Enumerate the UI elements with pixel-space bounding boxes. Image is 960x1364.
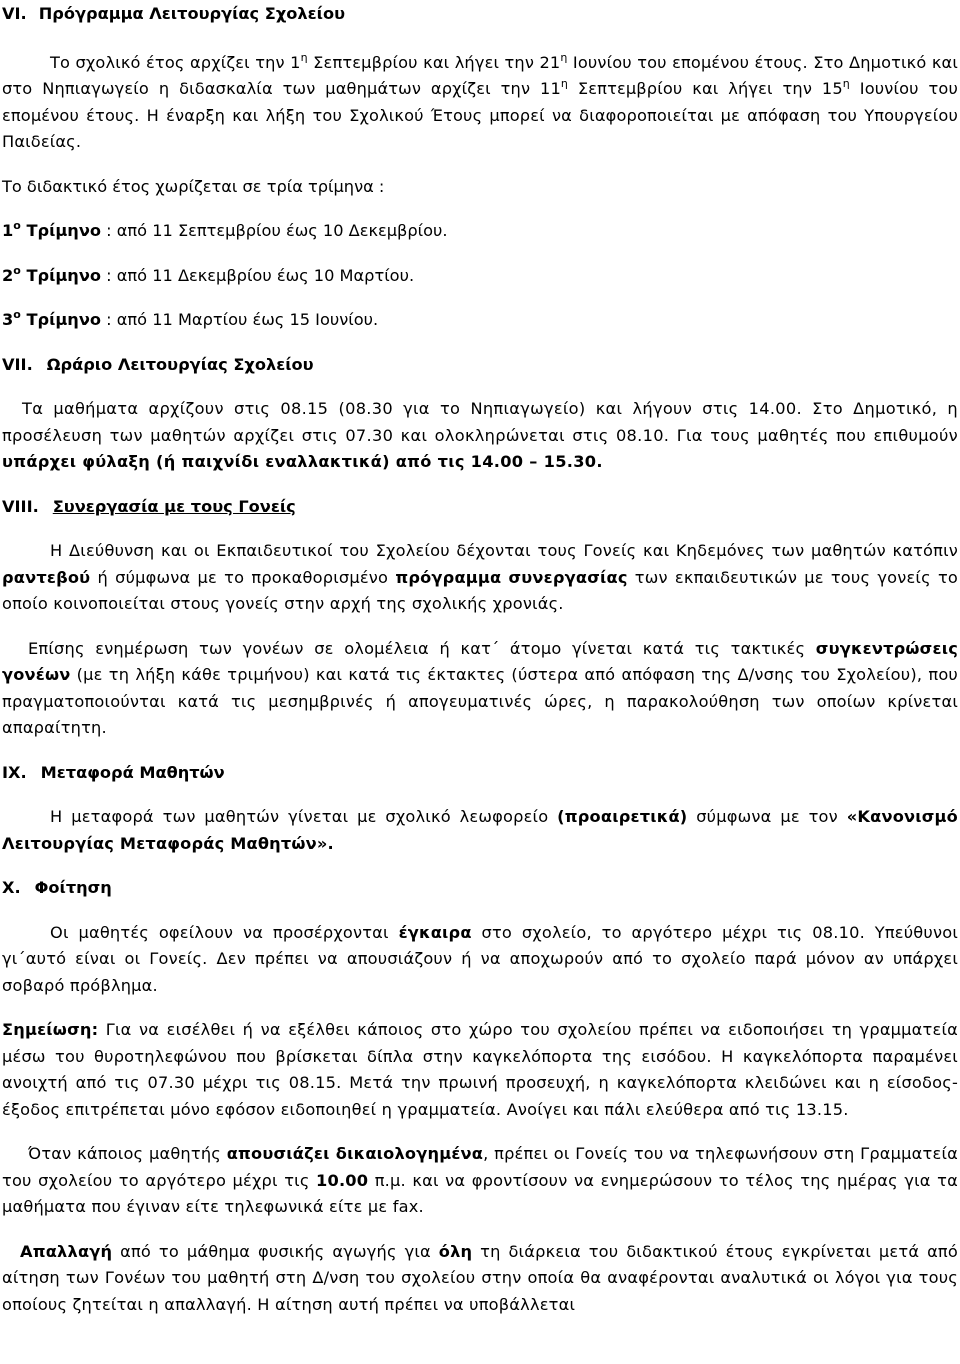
section-number: VII. [2, 354, 33, 374]
text-run: Ιουνίου του επομένου έτους. Στο Δημοτικό και στο Νηπιαγωγείο η διδασκαλία των μαθημάτων αρχίζει την 11 [2, 52, 958, 98]
text-run-bold: έγκαιρα [398, 922, 472, 942]
section-heading-vi [2, 0, 958, 28]
text-run: Για να εισέλθει ή να εξέλθει κάποιος στο χώρο του σχολείου πρέπει να ειδοποιήσει τη γραμματεία μέσω του θυροτηλεφώνου που βρίσκεται δίπλα στην καγκελόπορτα της εισόδου. Η καγκελόπορτα παραμένει ανοιχτή από τις 07.30 μέχρι τις 08.15. Μετά την πρωινή προσευχή, η καγκελόπορτα κλειδώνει και η είσοδος-έξοδος επιτρέπεται μόνο εφόσον ειδοποιηθεί η γραμματεία. Ανοίγει και πάλι ελεύθερα από τις 13.15. [2, 1020, 958, 1119]
section-number: VIII. [2, 496, 39, 516]
superscript: η [300, 50, 308, 64]
section-title: Ωράριο Λειτουργίας Σχολείου [46, 354, 314, 374]
text-run: Σεπτεμβρίου και λήγει την 21 [307, 52, 561, 72]
paragraph-absence [2, 1141, 958, 1221]
paragraph-terms-intro: Το διδακτικό έτος χωρίζεται σε τρία τρίμηνα : [2, 176, 385, 196]
superscript: ο [13, 219, 21, 232]
term-dates: : από 11 Σεπτεμβρίου έως 10 Δεκεμβρίου. [100, 221, 448, 240]
term-1 [2, 218, 958, 245]
section-number: IX. [2, 762, 27, 782]
section-title: Φοίτηση [34, 878, 112, 897]
superscript: η [560, 77, 569, 90]
text-run: σύμφωνα με τον [687, 807, 847, 826]
text-run: Ιουνίου του επομένου έτους. Η έναρξη και λήξη του Σχολικού Έτους μπορεί να διαφοροποιείται με απόφαση του Υπουργείου Παιδείας. [2, 79, 958, 151]
section-heading-viii [2, 494, 958, 521]
text-run: Το σχολικό έτος αρχίζει την 1 [50, 52, 301, 72]
text-run: στο σχολείο, το αργότερο μέχρι τις 08.10. Υπεύθυνοι γι΄αυτό είναι οι Γονείς. Δεν πρέπει να απουσιάζουν ή να αποχωρούν από το σχολείο παρά μόνον αν υπάρχει σοβαρό πρόβλημα. [2, 922, 958, 995]
text-run-bold: Απαλλαγή [20, 1241, 113, 1261]
text-run-bold: 10.00 [316, 1170, 369, 1190]
term-3 [2, 307, 958, 334]
text-run-bold: υπάρχει φύλαξη (ή παιχνίδι εναλλακτικά) από τις 14.00 – 15.30. [2, 452, 603, 471]
term-label: Τρίμηνο [20, 265, 101, 285]
text-run: ή σύμφωνα με το προκαθορισμένο [90, 567, 396, 587]
text-run: , πρέπει οι Γονείς του να τηλεφωνήσουν στη Γραμματεία του σχολείου το αργότερο μέχρι τις [2, 1144, 958, 1190]
text-run: Τα μαθήματα αρχίζουν στις 08.15 (08.30 για το Νηπιαγωγείο) και λήγουν στις 14.00. Στο Δημοτικό, η προσέλευση των μαθητών αρχίζει στις 07.30 και ολοκληρώνεται στις 08.10. Για τους μαθητές που επιθυμούν [2, 399, 958, 445]
paragraph-note [2, 1017, 958, 1123]
superscript: ο [13, 308, 21, 321]
section-heading-ix [2, 760, 958, 787]
text-run-bold: συνεργασίας [508, 567, 628, 587]
term-dates: : από 11 Μαρτίου έως 15 Ιουνίου. [100, 310, 379, 329]
paragraph-cooperation [2, 538, 958, 618]
term-label: Τρίμηνο [20, 310, 101, 329]
section-heading-x [2, 875, 958, 902]
paragraph-transport [2, 804, 958, 857]
text-run: π.μ. και να φροντίσουν να ενημερώσουν το τέλος της ημέρας για τα μαθήματα που έγιναν είτε τηλεφωνικά είτε με fax. [2, 1170, 958, 1216]
paragraph-school-year [2, 50, 958, 156]
term-number: 2 [2, 265, 14, 285]
note-label: Σημείωση: [2, 1020, 99, 1039]
text-run-bold: συγκεντρώσεις γονέων [2, 638, 958, 684]
section-number: X. [2, 878, 21, 897]
paragraph-parent-meetings [2, 636, 958, 742]
text-run: Επίσης ενημέρωση των γονέων σε ολομέλεια ή κατ΄ άτομο γίνεται κατά τις τακτικές [28, 638, 816, 658]
text-run-bold: (προαιρετικά) [557, 807, 688, 826]
text-run: Οι μαθητές οφείλουν να προσέρχονται [50, 922, 399, 942]
superscript: ο [13, 263, 21, 277]
section-title: Πρόγραμμα Λειτουργίας Σχολείου [38, 4, 346, 23]
text-run: Η Διεύθυνση και οι Εκπαιδευτικοί του Σχολείου δέχονται τους Γονείς και Κηδεμόνες των μαθητών κατόπιν [50, 541, 958, 560]
term-dates: : από 11 Δεκεμβρίου έως 10 Μαρτίου. [100, 265, 415, 285]
text-run-bold: απουσιάζει δικαιολογημένα [226, 1144, 484, 1163]
paragraph-pe-exemption [2, 1239, 958, 1319]
paragraph-hours [2, 396, 958, 476]
section-title: Μεταφορά Μαθητών [40, 762, 225, 782]
text-run: Σεπτεμβρίου και λήγει την 15 [568, 79, 843, 98]
text-run-bold: ραντεβού [2, 567, 91, 587]
text-run-bold: όλη [438, 1241, 473, 1261]
text-run: Όταν κάποιος μαθητής [28, 1144, 227, 1163]
superscript: η [842, 77, 850, 90]
term-label: Τρίμηνο [20, 221, 101, 240]
superscript: η [560, 50, 568, 64]
text-run-bold: πρόγραμμα [395, 567, 502, 587]
term-2 [2, 263, 958, 290]
section-heading-vii [2, 352, 958, 379]
text-run: (με τη λήξη κάθε τριμήνου) και κατά τις έκτακτες (ύστερα από απόφαση της Δ/νσης του Σχολείου), που πραγματοποιούνται κατά τις μεσημβρινές ή απογευματινές ώρες, η παρακολούθηση των οποίων κρίνεται απαραίτητη. [2, 665, 958, 737]
section-title: Συνεργασία με τους Γονείς [52, 496, 296, 516]
term-number: 3 [2, 310, 14, 329]
paragraph-attendance [2, 920, 958, 1000]
term-number: 1 [2, 221, 14, 240]
text-run: των εκπαιδευτικών με τους γονείς το οποίο κοινοποιείται στους γονείς στην αρχή της σχολικής χρονιάς. [2, 567, 958, 613]
text-run: τη διάρκεια του διδακτικού έτους εγκρίνεται μετά από αίτηση των Γονέων του μαθητή στη Δ/νση του σχολείου στην οποία θα αναφέρονται αναλυτικά οι λόγοι για τους οποίους ζητείται η απαλλαγή. Η αίτηση αυτή πρέπει να υποβάλλεται [2, 1241, 958, 1314]
text-run: από το μάθημα φυσικής αγωγής για [112, 1241, 439, 1261]
text-run-bold: «Κανονισμό Λειτουργίας Μεταφοράς Μαθητών». [2, 807, 958, 853]
text-run: Η μεταφορά των μαθητών γίνεται με σχολικό λεωφορείο [50, 807, 558, 826]
section-number: VI. [2, 4, 27, 23]
